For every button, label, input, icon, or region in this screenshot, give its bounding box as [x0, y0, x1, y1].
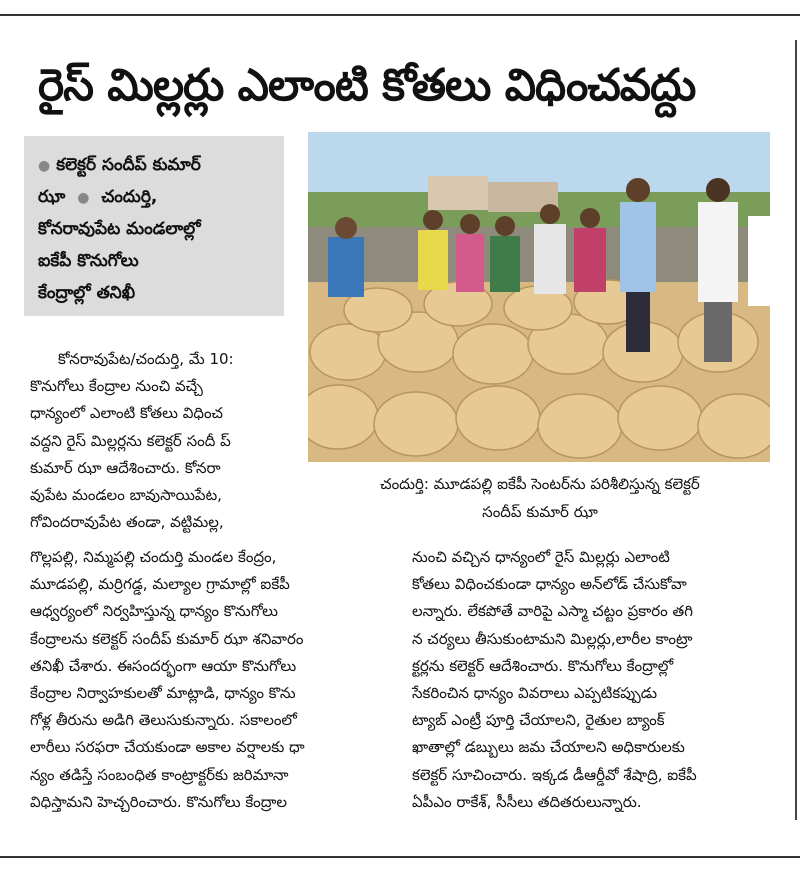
highlight-item: ఐకేపీ కొనుగోలు — [38, 251, 139, 271]
news-photo — [308, 132, 770, 462]
text-line: కుమార్ ఝా ఆదేశించారు. కోనరా — [30, 458, 221, 477]
text-line: సేకరించిన ధాన్యం వివరాలు ఎప్పటికప్పుడు — [412, 684, 658, 703]
text-line: ట్యాబ్ ఎంట్రీ పూర్తి చేయాలని, రైతుల బ్యాంక్ — [412, 711, 665, 730]
headline: రైస్ మిల్లర్లు ఎలాంటి కోతలు విధించవద్దు — [38, 60, 696, 111]
highlight-item: ● కలెక్టర్ సందీప్ కుమార్ — [38, 155, 201, 175]
text-line: కేంద్రాలను కలెక్టర్ సందీప్ కుమార్ ఝా శనివారం — [30, 629, 304, 648]
article-column-3 — [412, 544, 782, 816]
text-line: ధాన్యంలో ఎలాంటి కోతలు విధించ — [30, 404, 223, 423]
top-rule — [0, 14, 800, 16]
text-line: కోతలు విధించకుండా ధాన్యం అన్‌లోడ్ చేసుకోవా — [412, 575, 687, 594]
text-line: ఆధ్వర్యంలో నిర్వహిస్తున్న ధాన్యం కొనుగోలు — [30, 602, 278, 621]
text-line: లారీలు సరఫరా చేయకుండా అకాల వర్షాలకు ధా — [30, 738, 305, 757]
article-column-2 — [30, 544, 400, 816]
text-line: గోళ్ల తీరును అడిగి తెలుసుకున్నారు. సకాలంలో — [30, 711, 297, 730]
highlight-item: కోనరావుపేట మండలాల్లో — [38, 219, 201, 239]
text-line: న చర్యలు తీసుకుంటామని మిల్లర్లు,లారీల కాంట్రా — [412, 629, 693, 648]
text-line: ఏపీఎం రాకేశ్, సీసీలు తదితరులున్నారు. — [412, 792, 642, 811]
highlight-item: కేంద్రాల్లో తనిఖీ — [38, 283, 136, 303]
text-line: క్టర్లను కలెక్టర్ ఆదేశించారు. కొనుగోలు కేంద్రాల్లో — [412, 656, 674, 675]
text-line: మూడపల్లి, మర్రిగడ్డ, మల్యాల గ్రామాల్లో ఐకేపీ — [30, 575, 290, 594]
dateline: కోనరావుపేట/చందుర్తి, మే 10: — [58, 350, 234, 368]
bottom-rule — [0, 856, 800, 858]
bullet-icon: ● — [77, 190, 90, 206]
text-line: నుంచి వచ్చిన ధాన్యంలో రైస్ మిల్లర్లు ఎలాంటి — [412, 548, 670, 566]
article-column-1 — [30, 346, 300, 536]
text-line: వుపేట మండలం బావుసాయిపేట, — [30, 486, 222, 505]
text-line: వద్దని రైస్ మిల్లర్లను కలెక్టర్ సందీ ప్ — [30, 431, 231, 450]
text-line: న్యం తడిస్తే సంబంధిత కాంట్రాక్టర్‌కు జరిమానా — [30, 765, 289, 784]
column-rule — [795, 40, 797, 820]
caption-line: సందీప్ కుమార్ ఝా — [482, 503, 598, 521]
highlight-item: ఝా ● చందుర్తి, — [38, 187, 158, 207]
text-line: విధిస్తామని హెచ్చరించారు. కొనుగోలు కేంద్రాల — [30, 792, 288, 811]
photo-illustration — [308, 132, 770, 462]
bullet-icon: ● — [38, 158, 51, 174]
text-line: ఖాతాల్లో డబ్బులు జమ చేయాలని అధికారులకు — [412, 738, 685, 757]
text-line: గోవిందరావుపేట తండా, వట్టిమల్ల, — [30, 513, 224, 532]
text-line: గొల్లపల్లి, నిమ్మపల్లి చందుర్తి మండల కేంద్రం, — [30, 548, 277, 566]
text-line: కేంద్రాల నిర్వాహకులతో మాట్లాడి, ధాన్యం కొను — [30, 684, 296, 703]
text-line: తనిఖీ చేశారు. ఈసందర్భంగా ఆయా కొనుగోలు — [30, 656, 297, 675]
text-line: లన్నారు. లేకపోతే వారిపై ఎస్మా చట్టం ప్రకారం తగి — [412, 602, 693, 621]
caption-line: చందుర్తి: మూడపల్లి ఐకేపీ సెంటర్‌ను పరిశీలిస్తున్న కలెక్టర్ — [380, 475, 700, 493]
photo-caption — [300, 470, 780, 526]
text-line: కలెక్టర్ సూచించారు. ఇక్కడ డీఆర్డీవో శేషాద్రి, ఐకేపీ — [412, 765, 697, 784]
text-line: కొనుగోలు కేంద్రాల నుంచి వచ్చే — [30, 377, 203, 396]
